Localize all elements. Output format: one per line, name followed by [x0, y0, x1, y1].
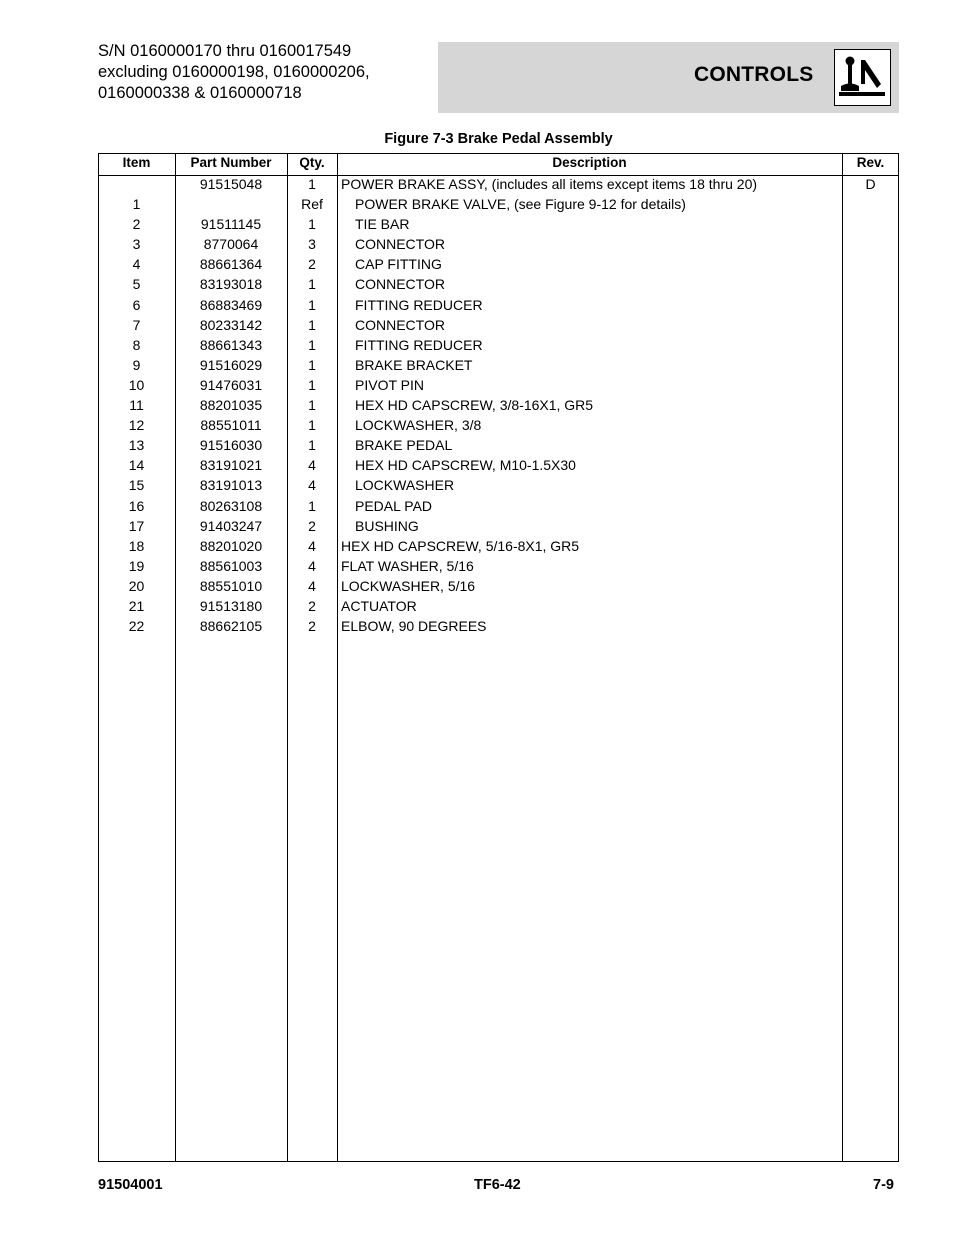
cell-description: POWER BRAKE ASSY, (includes all items except items 18 thru 20) [341, 176, 758, 192]
footer-page-number: 7-9 [873, 1177, 894, 1193]
table-row [98, 416, 899, 436]
cell-description: LOCKWASHER, 3/8 [355, 417, 482, 434]
serial-number-block [98, 41, 370, 104]
cell-part-number: 83193018 [199, 276, 263, 293]
cell-qty: 2 [308, 517, 316, 534]
cell-description: CONNECTOR [355, 236, 445, 253]
cell-item: 8 [132, 336, 141, 353]
cell-qty: 1 [308, 336, 316, 353]
cell-qty: 1 [308, 497, 316, 514]
cell-item: 10 [128, 376, 145, 393]
table-row [98, 336, 899, 356]
cell-qty: 3 [308, 236, 316, 253]
cell-description: HEX HD CAPSCREW, 5/16-8X1, GR5 [341, 537, 580, 554]
table-row [98, 537, 899, 557]
cell-description: LOCKWASHER [355, 477, 455, 494]
cell-part-number: 88662105 [199, 618, 263, 635]
cell-qty: Ref [301, 196, 323, 213]
table-row [98, 296, 899, 316]
cell-description: ACTUATOR [341, 597, 417, 614]
cell-item: 16 [128, 497, 145, 514]
cell-part-number: 88201020 [199, 537, 263, 554]
table-row [98, 577, 899, 597]
table-row [98, 557, 899, 577]
cell-qty: 2 [308, 256, 316, 273]
cell-part-number: 80233142 [199, 316, 263, 333]
cell-description: PEDAL PAD [355, 497, 433, 514]
cell-description: PIVOT PIN [355, 376, 424, 393]
serial-line-1: S/N 0160000170 thru 0160017549 [98, 42, 352, 60]
cell-part-number: 8770064 [203, 236, 259, 253]
cell-qty: 1 [308, 276, 316, 293]
cell-item: 14 [128, 457, 145, 474]
cell-item: 20 [128, 577, 145, 594]
cell-item: 2 [132, 216, 141, 233]
cell-description: BUSHING [355, 517, 419, 534]
column-header-item: Item [122, 155, 151, 170]
cell-qty: 1 [308, 316, 316, 333]
cell-qty: 4 [308, 577, 316, 594]
cell-item: 3 [132, 236, 141, 253]
table-row [98, 215, 899, 235]
cell-description: FITTING REDUCER [355, 336, 483, 353]
cell-part-number: 88551010 [199, 577, 263, 594]
cell-item: 4 [132, 256, 141, 273]
cell-part-number: 88661364 [199, 256, 263, 273]
column-header-description: Description [552, 155, 627, 170]
cell-qty: 4 [308, 557, 316, 574]
cell-item: 9 [132, 356, 141, 373]
cell-item: 6 [132, 296, 141, 313]
cell-item: 5 [132, 276, 141, 293]
cell-description: HEX HD CAPSCREW, M10-1.5X30 [355, 457, 576, 474]
table-row [98, 597, 899, 617]
serial-line-3: 0160000338 & 0160000718 [98, 84, 302, 102]
cell-part-number: 91515048 [199, 176, 263, 192]
cell-item: 21 [128, 597, 145, 614]
table-row [98, 456, 899, 476]
cell-item: 12 [128, 417, 145, 434]
cell-part-number: 91403247 [199, 517, 263, 534]
cell-description: HEX HD CAPSCREW, 3/8-16X1, GR5 [355, 397, 594, 414]
table-row [98, 376, 899, 396]
cell-part-number: 83191021 [199, 457, 263, 474]
cell-part-number: 80263108 [199, 497, 263, 514]
table-row [98, 255, 899, 275]
cell-qty: 1 [308, 376, 316, 393]
table-row [98, 275, 899, 295]
cell-part-number: 83191013 [199, 477, 263, 494]
table-row [98, 517, 899, 537]
cell-description: CAP FITTING [355, 256, 442, 273]
table-body [98, 175, 899, 637]
cell-part-number: 91516029 [199, 356, 263, 373]
cell-description: CONNECTOR [355, 276, 445, 293]
table-row [98, 436, 899, 456]
cell-item: 22 [128, 618, 145, 635]
cell-description: FLAT WASHER, 5/16 [341, 557, 474, 574]
section-header-box [438, 42, 899, 113]
cell-qty: 1 [308, 417, 316, 434]
cell-qty: 4 [308, 477, 316, 494]
cell-item: 18 [128, 537, 145, 554]
cell-item: 1 [132, 196, 141, 213]
cell-description: POWER BRAKE VALVE, (see Figure 9-12 for details) [355, 196, 686, 213]
cell-qty: 4 [308, 537, 316, 554]
table-row [98, 476, 899, 496]
figure-title: Figure 7-3 Brake Pedal Assembly [384, 131, 613, 147]
cell-qty: 1 [308, 356, 316, 373]
cell-item: 17 [128, 517, 145, 534]
cell-part-number: 86883469 [199, 296, 263, 313]
controls-joystick-icon [834, 49, 891, 106]
cell-item: 15 [128, 477, 145, 494]
footer-model: TF6-42 [474, 1177, 521, 1193]
table-row [98, 356, 899, 376]
serial-line-2: excluding 0160000198, 0160000206, [98, 63, 370, 81]
table-row [98, 175, 899, 195]
cell-description: BRAKE BRACKET [355, 356, 473, 373]
cell-item: 11 [129, 397, 144, 414]
cell-qty: 1 [308, 437, 316, 454]
cell-rev: D [865, 176, 876, 192]
cell-description: LOCKWASHER, 5/16 [341, 577, 476, 594]
cell-item: 13 [128, 437, 145, 454]
table-row [98, 617, 899, 637]
cell-description: ELBOW, 90 DEGREES [341, 618, 487, 635]
footer-document-number: 91504001 [98, 1177, 163, 1193]
cell-item: 7 [132, 316, 141, 333]
table-row [98, 195, 899, 215]
cell-description: TIE BAR [355, 216, 410, 233]
cell-description: CONNECTOR [355, 316, 445, 333]
table-row [98, 316, 899, 336]
table-row [98, 235, 899, 255]
table-row [98, 396, 899, 416]
cell-qty: 4 [308, 457, 316, 474]
cell-part-number: 88561003 [199, 557, 263, 574]
cell-description: FITTING REDUCER [355, 296, 483, 313]
table-row [98, 497, 899, 517]
cell-qty: 1 [308, 216, 316, 233]
cell-part-number: 91513180 [199, 597, 263, 614]
cell-part-number: 88551011 [200, 417, 262, 434]
cell-part-number: 91511145 [200, 216, 262, 233]
cell-part-number: 88661343 [199, 336, 263, 353]
cell-description: BRAKE PEDAL [355, 437, 453, 454]
cell-item: 19 [128, 557, 145, 574]
column-header-rev: Rev. [856, 155, 885, 170]
cell-qty: 2 [308, 618, 316, 635]
cell-qty: 1 [308, 296, 316, 313]
section-title: CONTROLS [694, 63, 814, 86]
column-header-part-number: Part Number [190, 155, 272, 170]
cell-part-number: 88201035 [199, 397, 263, 414]
cell-qty: 1 [308, 176, 316, 192]
column-header-qty: Qty. [299, 155, 325, 170]
cell-qty: 2 [308, 597, 316, 614]
cell-qty: 1 [308, 397, 316, 414]
cell-part-number: 91476031 [199, 376, 263, 393]
cell-part-number: 91516030 [199, 437, 263, 454]
